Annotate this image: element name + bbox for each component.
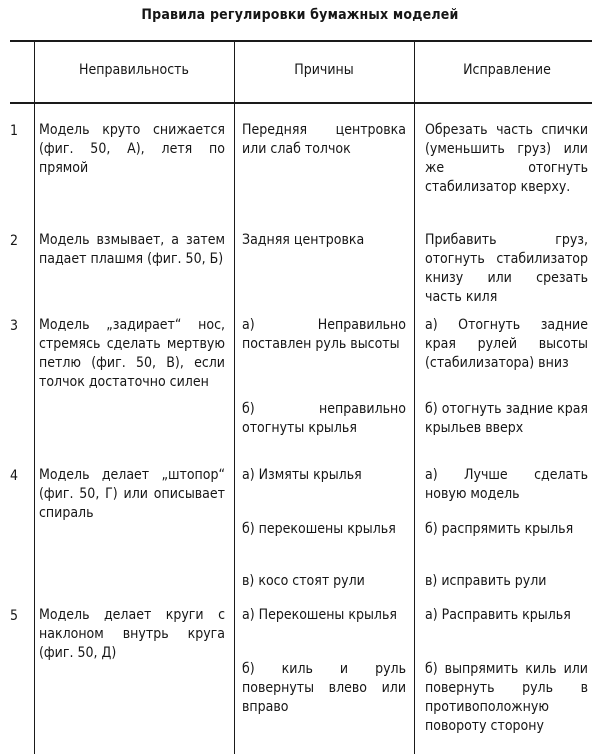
- row-number: 5: [10, 608, 19, 624]
- row-number: 4: [10, 468, 19, 484]
- fix-item: Обрезать часть спички (уменьшить груз) или же отогнуть стабилизатор кверху.: [425, 122, 588, 195]
- cause-item: б) киль и руль повернуты влево или вправо: [242, 661, 406, 715]
- column-divider-1: [34, 42, 35, 754]
- column-divider-2: [234, 42, 235, 754]
- header-bottom-rule: [10, 102, 592, 104]
- header-defect: Неправильность: [79, 62, 189, 78]
- cause-item: б) перекошены крылья: [242, 521, 396, 537]
- header-cause: Причины: [294, 62, 354, 78]
- table-top-rule: [10, 40, 592, 42]
- cause-item: а) Измяты крылья: [242, 467, 362, 483]
- fix-item: б) отогнуть задние края крыльев вверх: [425, 401, 588, 436]
- cause-item: в) косо стоят рули: [242, 573, 365, 589]
- cause-item: а) Перекошены крылья: [242, 607, 397, 623]
- fix-item: Прибавить груз, отогнуть стабилизатор книзу или срезать часть киля: [425, 232, 588, 305]
- row-number: 1: [10, 123, 19, 139]
- row-number: 3: [10, 318, 19, 334]
- cause-item: б) неправильно отогнуты крылья: [242, 401, 406, 436]
- cause-item: Задняя центровка: [242, 232, 365, 248]
- row-number: 2: [10, 233, 19, 249]
- defect-cell: Модель круто снижается (фиг. 50, А), летя по прямой: [39, 122, 225, 176]
- defect-cell: Модель „задирает“ нос, стремясь сделать мертвую петлю (фиг. 50, В), если толчок достаточно силен: [39, 317, 225, 390]
- defect-cell: Модель делает „штопор“ (фиг. 50, Г) или описывает спираль: [39, 467, 225, 521]
- column-divider-3: [414, 42, 415, 754]
- header-fix: Исправление: [463, 62, 551, 78]
- defect-cell: Модель взмывает, а затем падает плашмя (фиг. 50, Б): [39, 232, 225, 267]
- cause-item: Передняя центровка или слаб толчок: [242, 122, 406, 157]
- fix-item: а) Лучше сделать новую модель: [425, 467, 588, 502]
- fix-item: в) исправить рули: [425, 573, 547, 589]
- defect-cell: Модель делает круги с наклоном внутрь круга (фиг. 50, Д): [39, 607, 225, 661]
- table-title: Правила регулировки бумажных моделей: [141, 7, 459, 23]
- fix-item: а) Отогнуть задние края рулей высоты (стабилизатора) вниз: [425, 317, 588, 371]
- cause-item: а) Неправильно поставлен руль высоты: [242, 317, 406, 352]
- fix-item: б) распрямить крылья: [425, 521, 574, 537]
- fix-item: а) Расправить крылья: [425, 607, 571, 623]
- fix-item: б) выпрямить киль или повернуть руль в противоположную повороту сторону: [425, 661, 588, 734]
